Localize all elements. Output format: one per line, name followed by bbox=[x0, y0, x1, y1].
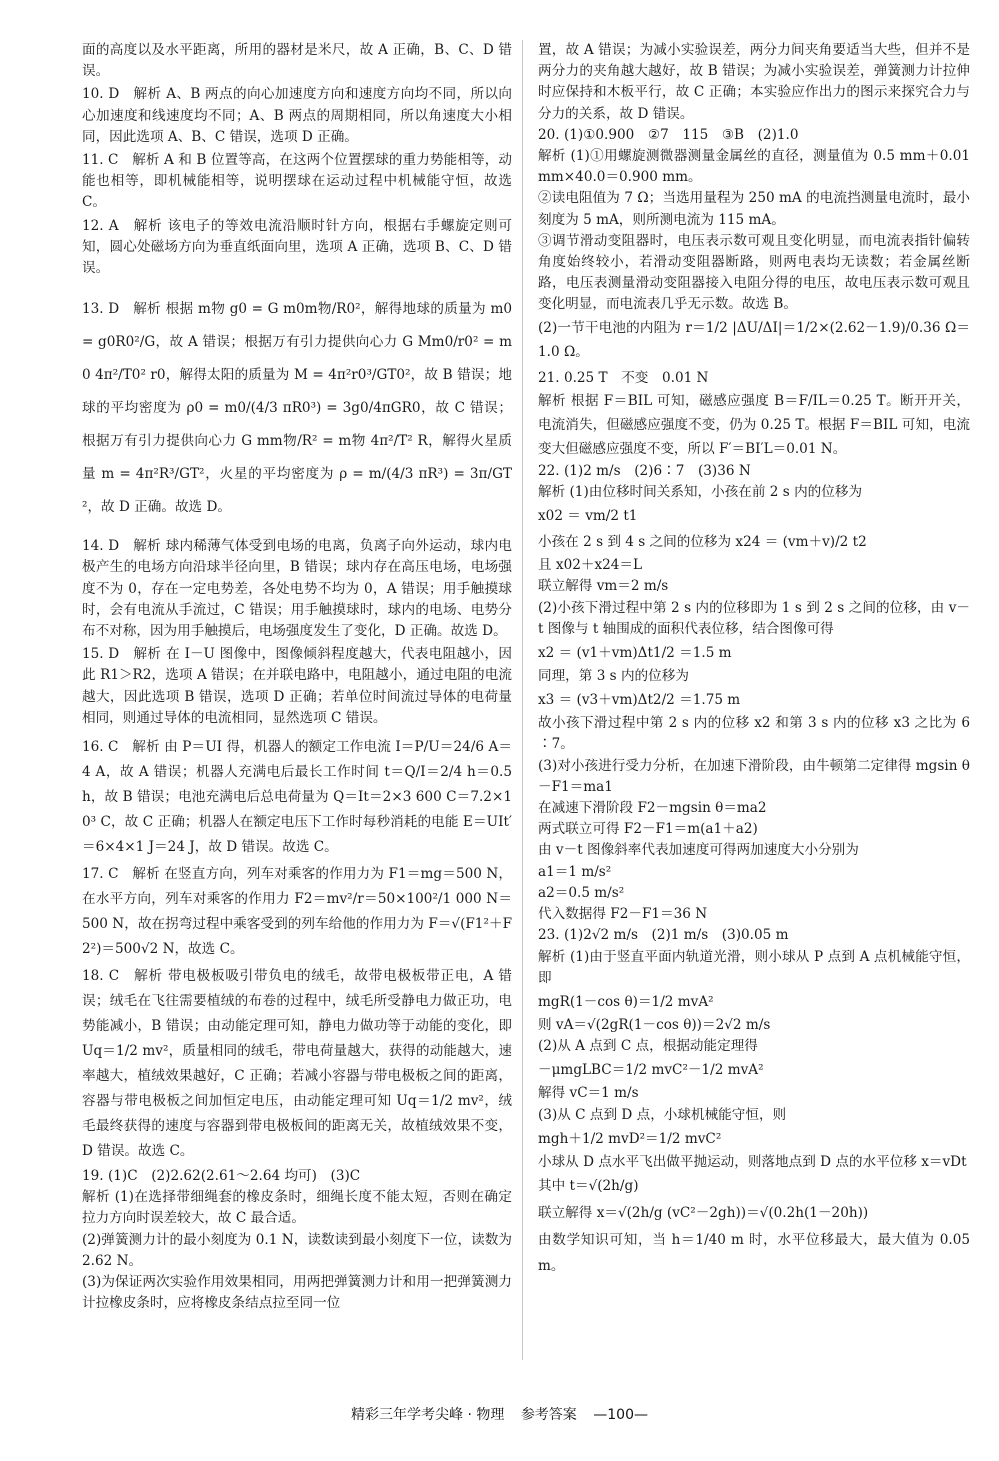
answer-22-analysis-7: 故小孩下滑过程中第 2 s 内的位移 x2 和第 3 s 内的位移 x3 之比为 6∶7。 bbox=[538, 715, 970, 753]
answer-22-analysis-11: 由 v－t 图像斜率代表加速度可得两加速度大小分别为 bbox=[538, 842, 859, 859]
answer-23-formula-4: mgh＋1/2 mvD²＝1/2 mvC² bbox=[538, 1130, 722, 1147]
answer-22-analysis-10: 两式联立可得 F2－F1＝m(a1＋a2) bbox=[538, 821, 758, 838]
answer-22-analysis-2: 小孩在 2 s 到 4 s 之间的位移为 x24 ＝ (vm＋v)/2 t2 bbox=[538, 534, 867, 551]
answer-22-formula-1: x02 ＝ vm/2 t1 bbox=[538, 508, 638, 525]
answer-20: 20. (1)①0.900 ②7 115 ③B (2)1.0 bbox=[538, 126, 799, 143]
answer-22-analysis-12: a1＝1 m/s² bbox=[538, 863, 612, 880]
answer-17: 17. C 解析 在竖直方向，列车对乘客的作用力为 F1＝mg＝500 N，在水平方向，列车对乘客的作用力 F2＝mv²/r＝50×100²/1 000 N＝500 N，故在拐弯过程中乘客受到的列车给他的作用力为 F＝√(F1²＋F2²)＝500√2 N，故选 C。 bbox=[82, 866, 512, 958]
footer-page-number: —100— bbox=[593, 1407, 648, 1423]
page-footer bbox=[0, 1404, 999, 1424]
answer-20-analysis-1: 解析 (1)①用螺旋测微器测量金属丝的直径，测量值为 0.5 mm＋0.01 mm×40.0＝0.900 mm。 bbox=[538, 148, 970, 186]
answer-20-analysis-4: (2)一节干电池的内阻为 r＝1/2 |ΔU/ΔI|＝1/2×(2.62－1.9)/0.36 Ω＝1.0 Ω。 bbox=[538, 319, 970, 360]
answer-19: 19. (1)C (2)2.62(2.61～2.64 均可) (3)C bbox=[82, 1168, 361, 1185]
answer-22: 22. (1)2 m/s (2)6∶7 (3)36 N bbox=[538, 462, 751, 479]
answer-22-analysis-3: 且 x02＋x24＝L bbox=[538, 557, 643, 574]
answer-22-analysis-1: 解析 (1)由位移时间关系知，小孩在前 2 s 内的位移为 bbox=[538, 484, 863, 501]
answer-paragraph: 面的高度以及水平距离，所用的器材是米尺，故 A 正确，B、C、D 错误。 bbox=[82, 42, 512, 80]
answer-19-continued: 置，故 A 错误；为减小实验误差，两分力间夹角要适当大些，但并不是两分力的夹角越大越好，故 B 错误；为减小实验误差，弹簧测力计拉伸时应保持和木板平行，故 C 正确；本实验应作出力的图示来探究合力与分力的关系，故 D 错误。 bbox=[538, 42, 970, 122]
answer-23-analysis-6: 由数学知识可知，当 h＝1/40 m 时，水平位移最大，最大值为 0.05 m。 bbox=[538, 1231, 970, 1274]
answer-15: 15. D 解析 在 I－U 图像中，图像倾斜程度越大，代表电阻越小，因此 R1＞R2，选项 A 错误；在并联电路中，电阻越小，通过电阻的电流越大，因此选项 B 错误，选项 D 正确；若单位时间流过导体的电荷量相同，则通过导体的电流相同，显然选项 C 错误。 bbox=[82, 646, 512, 726]
answer-23-analysis-3: 解得 vC＝1 m/s bbox=[538, 1085, 639, 1102]
answer-22-analysis-13: a2＝0.5 m/s² bbox=[538, 884, 625, 901]
answer-20-analysis-2: ②读电阻值为 7 Ω；当选用量程为 250 mA 的电流挡测量电流时，最小刻度为 5 mA，则所测电流为 115 mA。 bbox=[538, 190, 970, 228]
answer-22-analysis-14: 代入数据得 F2－F1＝36 N bbox=[538, 906, 708, 923]
answer-20-analysis-3: ③调节滑动变阻器时，电压表示数可观且变化明显，而电流表指针偏转角度始终较小，若滑动变阻器断路，则两电表均无读数；若金属丝断路，电压表测量滑动变阻器接入电阻分得的电压，故电压表示数可观且变化明显，而电流表几乎无示数。故选 B。 bbox=[538, 232, 970, 313]
answer-23-formula-6: 联立解得 x＝√(2h/g (vC²－2gh))＝√(0.2h(1－20h)) bbox=[538, 1204, 869, 1221]
left-column bbox=[82, 40, 512, 1314]
answer-22-analysis-5: (2)小孩下滑过程中第 2 s 内的位移即为 1 s 到 2 s 之间的位移，由 v－t 图像与 t 轴围成的面积代表位移，结合图像可得 bbox=[538, 599, 970, 637]
answer-21: 21. 0.25 T 不变 0.01 N bbox=[538, 369, 709, 386]
answer-22-formula-2: x2 ＝ (v1＋vm)Δt1/2 ＝1.5 m bbox=[538, 645, 732, 662]
answer-19-analysis-3: (3)为保证两次实验作用效果相同，用两把弹簧测力计和用一把弹簧测力计拉橡皮条时，应将橡皮条结点拉至同一位 bbox=[82, 1274, 512, 1312]
right-column bbox=[538, 40, 970, 1279]
answer-21-analysis: 解析 根据 F＝BIL 可知，磁感应强度 B＝F/IL＝0.25 T。断开开关，电流消失，但磁感应强度不变，仍为 0.25 T。根据 F＝BIL 可知，电流变大但磁感应强度不变，所以 F′＝BI′L＝0.01 N。 bbox=[538, 392, 970, 457]
footer-book-title: 精彩三年学考尖峰 · 物理 bbox=[351, 1407, 505, 1423]
footer-section: 参考答案 bbox=[520, 1407, 577, 1423]
answer-13: 13. D 解析 根据 m物 g0 = G m0m物/R0²，解得地球的质量为 m0 = g0R0²/G，故 A 错误；根据万有引力提供向心力 G Mm0/r0² = m0 4π²/T0² r0，解得太阳的质量为 M = 4π²r0³/GT0²，故 B 错误；地球的平均密度为 ρ0 = m0/(4/3 πR0³) = 3g0/4πGR0，故 C 错误；根据万有引力提供向心力 G mm物/R² = m物 4π²/T² R，解得火星质量 m = 4π²R³/GT²，火星的平均密度为 ρ = m/(4/3 πR³) = 3π/GT²，故 D 正确。故选 D。 bbox=[82, 301, 512, 516]
answer-23-formula-3: －μmgLBC＝1/2 mvC²－1/2 mvA² bbox=[538, 1062, 764, 1079]
answer-22-analysis-9: 在减速下滑阶段 F2－mgsin θ＝ma2 bbox=[538, 800, 767, 817]
answer-23-formula-2: 则 vA＝√(2gR(1－cos θ))＝2√2 m/s bbox=[538, 1016, 771, 1033]
answer-22-analysis-4: 联立解得 vm＝2 m/s bbox=[538, 578, 669, 595]
answer-23-analysis-5: 小球从 D 点水平飞出做平抛运动，则落地点到 D 点的水平位移 x＝vDt bbox=[538, 1153, 967, 1170]
answer-14: 14. D 解析 球内稀薄气体受到电场的电离，负离子向外运动，球内电极产生的电场方向沿球半径向里，B 错误；球内存在高压电场，电场强度不为 0，存在一定电势差，各处电势不均为 0，A 错误；用手触摸球时，会有电流从手流过，C 错误；用手触摸球时，球内的电场、电势分布不对称，因为用手触摸后，电场强度发生了变化，D 正确。故选 D。 bbox=[82, 538, 512, 640]
answer-19-analysis-1: 解析 (1)在选择带细绳套的橡皮条时，细绳长度不能太短，否则在确定拉力方向时误差较大，故 C 最合适。 bbox=[82, 1189, 512, 1227]
answer-22-analysis-6: 同理，第 3 s 内的位移为 bbox=[538, 668, 689, 685]
answer-22-formula-3: x3 ＝ (v3＋vm)Δt2/2 ＝1.75 m bbox=[538, 692, 741, 709]
answer-23-analysis-4: (3)从 C 点到 D 点，小球机械能守恒，则 bbox=[538, 1106, 787, 1123]
answer-23-formula-5: 其中 t＝√(2h/g) bbox=[538, 1177, 639, 1194]
answer-19-analysis-2: (2)弹簧测力计的最小刻度为 0.1 N，读数读到最小刻度下一位，读数为 2.62 N。 bbox=[82, 1231, 512, 1269]
answer-11: 11. C 解析 A 和 B 位置等高，在这两个位置摆球的重力势能相等，动能也相等，即机械能相等，说明摆球在运动过程中机械能守恒，故选 C。 bbox=[82, 152, 512, 211]
column-divider bbox=[522, 40, 523, 1360]
answer-23-analysis-2: (2)从 A 点到 C 点，根据动能定理得 bbox=[538, 1038, 758, 1055]
answer-10: 10. D 解析 A、B 两点的向心加速度方向和速度方向均不同，所以向心加速度和线速度均不同；A、B 两点的周期相同，所以角速度大小相同，因此选项 A、B、C 错误，选项 D 正确。 bbox=[82, 86, 512, 145]
answer-22-analysis-8: (3)对小孩进行受力分析，在加速下滑阶段，由牛顿第二定律得 mgsin θ－F1＝ma1 bbox=[538, 757, 970, 795]
answer-12: 12. A 解析 该电子的等效电流沿顺时针方向，根据右手螺旋定则可知，圆心处磁场方向为垂直纸面向里，选项 A 正确，选项 B、C、D 错误。 bbox=[82, 217, 512, 277]
answer-23: 23. (1)2√2 m/s (2)1 m/s (3)0.05 m bbox=[538, 927, 789, 944]
answer-23-analysis-1: 解析 (1)由于竖直平面内轨道光滑，则小球从 P 点到 A 点机械能守恒，即 bbox=[538, 948, 970, 986]
answer-16: 16. C 解析 由 P＝UI 得，机器人的额定工作电流 I＝P/U＝24/6 A＝4 A，故 A 错误；机器人充满电后最长工作时间 t＝Q/I＝2/4 h＝0.5 h，故 B 错误；电池充满电后总电荷量为 Q＝It＝2×3 600 C＝7.2×10³ C，故 C 正确；机器人在额定电压下工作时每秒消耗的电能 E＝UIt′＝6×4×1 J＝24 J，故 D 错误。故选 C。 bbox=[82, 739, 512, 856]
answer-23-formula-1: mgR(1－cos θ)＝1/2 mvA² bbox=[538, 993, 714, 1010]
answer-18: 18. C 解析 带电极板吸引带负电的绒毛，故带电极板带正电，A 错误；绒毛在飞往需要植绒的布卷的过程中，绒毛所受静电力做正功，电势能减小，B 错误；由动能定理可知，静电力做功等于动能的变化，即 Uq＝1/2 mv²，质量相同的绒毛，带电荷量越大，获得的动能越大，速率越大，植绒效果越好，C 正确；若减小容器与带电极板之间的距离，容器与带电极板之间加恒定电压，由动能定理可知 Uq＝1/2 mv²，绒毛最终获得的速度与容器到带电极板间的距离无关，故植绒效果不变，D 错误。故选 C。 bbox=[82, 968, 512, 1160]
